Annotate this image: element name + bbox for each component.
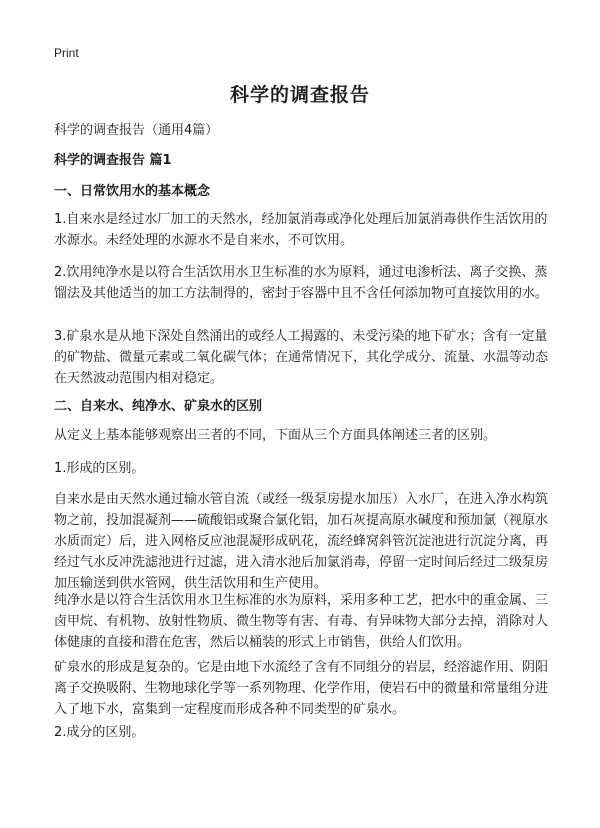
- paragraph-mineral-water-definition: 3.矿泉水是从地下深处自然涌出的或经人工揭露的、未受污染的地下矿水；含有一定量的矿物盐、微量元素或二氧化碳气体；在通常情况下，其化学成分、流量、水温等动态在天然波动范围内相对稳定。: [54, 329, 549, 386]
- document-subtitle: 科学的调查报告（通用4篇）: [54, 123, 219, 138]
- subheading-composition-difference: 2.成分的区别。: [54, 725, 145, 740]
- subheading-formation-difference: 1.形成的区别。: [54, 461, 145, 476]
- article-heading: 科学的调查报告 篇1: [54, 153, 172, 168]
- page-title: 科学的调查报告: [229, 84, 370, 106]
- section-heading-basic-concepts: 一、日常饮用水的基本概念: [54, 184, 211, 199]
- paragraph-mineral-water-formation: 矿泉水的形成是复杂的。它是由地下水流经了含有不同组分的岩层，经溶滤作用、阴阳离子交换吸附、生物地球化学等一系列物理、化学作用，使岩石中的微量和常量组分进入了地下水，富集到一定程度而形成各种不同类型的矿泉水。: [54, 660, 549, 717]
- print-label[interactable]: Print: [54, 46, 79, 60]
- section-heading-differences: 二、自来水、纯净水、矿泉水的区别: [54, 399, 263, 414]
- paragraph-purified-water-definition: 2.饮用纯净水是以符合生活饮用水卫生标准的水为原料，通过电渗析法、离子交换、蒸馏法及其他适当的加工方法制得的，密封于容器中且不含任何添加物可直接饮用的水。: [54, 265, 549, 301]
- paragraph-tap-water-formation: 自来水是由天然水通过输水管自流（或经一级泵房提水加压）入水厂，在进入净水构筑物之前，投加混凝剂——硫酸铝或聚合氯化铝，加石灰提高原水碱度和预加氯（视原水水质而定）后，进入网格反应池混凝形成矾花，流经蜂窝斜管沉淀池进行沉淀分离，再经过气水反冲洗滤池进行过滤，进入清水池后加氯消毒，停留一定时间后经过二级泵房加压输送到供水管网，供生活饮用和生产使用。: [54, 492, 549, 591]
- paragraph-differences-intro: 从定义上基本能够观察出三者的不同，下面从三个方面具体阐述三者的区别。: [54, 428, 497, 443]
- paragraph-tap-water-definition: 1.自来水是经过水厂加工的天然水，经加氯消毒或净化处理后加氯消毒供作生活饮用的水源水。未经处理的水源水不是自来水，不可饮用。: [54, 212, 548, 248]
- paragraph-purified-water-formation: 纯净水是以符合生活饮用水卫生标准的水为原料，采用多种工艺，把水中的重金属、三卤甲烷、有机物、放射性物质、微生物等有害、有毒、有异味物大部分去掉，消除对人体健康的直接和潜在危害，然后以桶装的形式上市销售，供给人们饮用。: [54, 593, 549, 650]
